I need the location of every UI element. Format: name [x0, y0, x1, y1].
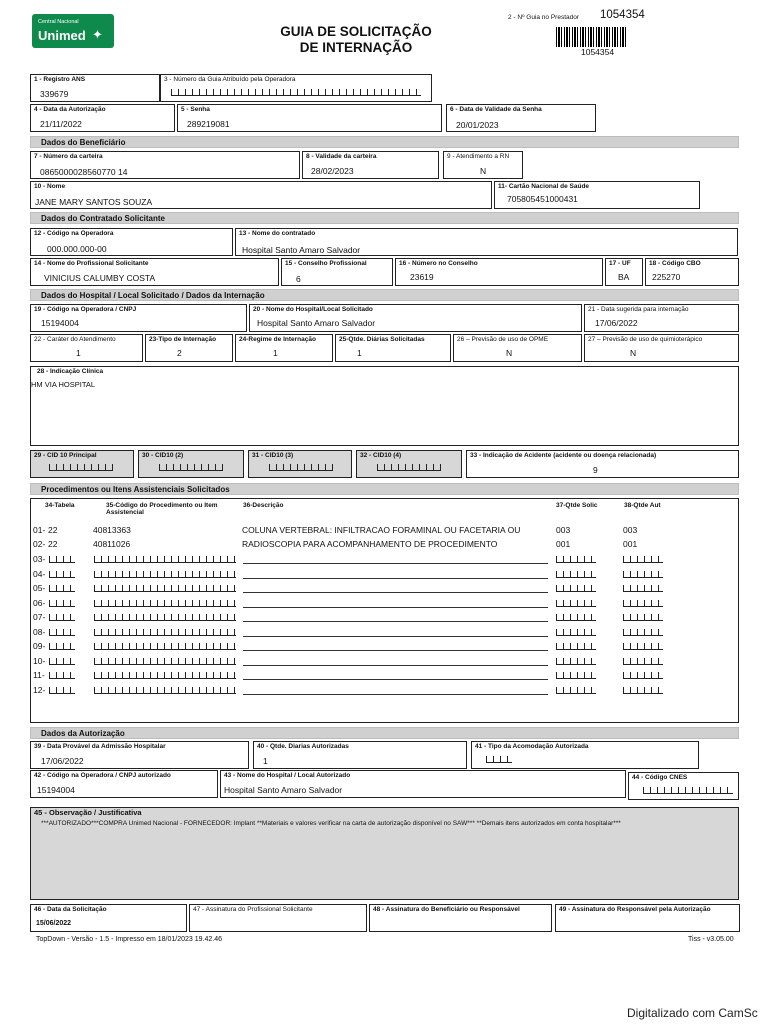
data-sugerida-value: 17/06/2022 — [595, 318, 638, 328]
assinatura-resp-label: 49 - Assinatura do Responsável pela Autorização — [559, 906, 711, 913]
quimio-value: N — [630, 348, 637, 358]
field-ticks — [94, 613, 236, 621]
regime-box — [235, 334, 333, 362]
tipo-internacao-label: 23-Tipo de Internação — [149, 336, 217, 343]
cbo-label: 18 - Código CBO — [649, 260, 701, 267]
description-line — [243, 694, 548, 695]
field-ticks — [94, 584, 236, 592]
barcode-number: 1054354 — [581, 47, 615, 57]
hospital-aut-value: Hospital Santo Amaro Salvador — [224, 785, 343, 795]
uf-label: 17 - UF — [609, 260, 631, 267]
carteira-value: 0865000028560770 14 — [40, 167, 128, 177]
registro-ans-value: 339679 — [40, 89, 69, 99]
cid3-label: 31 - CID10 (3) — [252, 452, 294, 459]
opme-box — [453, 334, 582, 362]
nome-hospital-value: Hospital Santo Amaro Salvador — [257, 318, 376, 328]
senha-value: 289219081 — [187, 119, 230, 129]
field-ticks — [556, 599, 596, 607]
unimed-mark-icon: ✦ — [92, 27, 103, 42]
data-sugerida-box — [584, 304, 739, 332]
nome-hospital-label: 20 - Nome do Hospital/Local Solicitado — [253, 306, 373, 313]
row-number: 04- — [33, 568, 46, 579]
row-number: 07- — [33, 612, 46, 622]
cid-principal-box — [30, 450, 134, 478]
nome-hospital-box — [249, 304, 582, 332]
description-line — [243, 650, 548, 651]
guia-prestador-label: 2 - Nº Guia no Prestador — [508, 14, 580, 21]
data-solicitacao-value: 15/06/2022 — [36, 920, 72, 927]
obs-box — [30, 807, 739, 900]
cid3-ticks — [269, 463, 333, 471]
obs-value: ***AUTORIZADO***COMPRA Unimed Nacional - FORNECEDOR: Implant **Materiais e valores verificar na carta de autorização disponível no SAW*** **Demais itens autorizados em conta hospitalar*** — [41, 820, 621, 827]
regime-value: 1 — [273, 348, 278, 358]
field-ticks — [94, 570, 236, 578]
field-ticks — [623, 657, 663, 665]
field-ticks — [49, 686, 75, 694]
cnpj-aut-box — [30, 770, 218, 798]
carteira-label: 7 - Número da carteira — [34, 153, 103, 160]
row-number: 05- — [33, 583, 46, 593]
description-line — [243, 679, 548, 680]
description-line — [243, 636, 548, 637]
cns-box — [494, 181, 700, 209]
description-line — [243, 621, 548, 622]
indicacao-value: HM VIA HOSPITAL — [31, 380, 96, 389]
data-sugerida-label: 21 - Data sugerida para internação — [588, 306, 689, 313]
diarias-label: 25-Qtde. Diárias Solicitadas — [339, 336, 425, 343]
cid2-label: 30 - CID10 (2) — [142, 452, 184, 459]
acomodacao-box — [471, 741, 699, 769]
field-ticks — [556, 671, 596, 679]
regime-label: 24-Regime de Internação — [239, 336, 316, 343]
row-number: 11- — [33, 670, 45, 680]
guia-operadora-box — [160, 74, 432, 102]
field-ticks — [94, 555, 236, 563]
cnpj-aut-value: 15194004 — [37, 785, 75, 795]
field-ticks — [556, 570, 596, 578]
nome-label: 10 - Nome — [34, 183, 66, 190]
cns-label: 11- Cartão Nacional de Saúde — [498, 183, 590, 190]
field-ticks — [556, 642, 596, 650]
quimio-box — [584, 334, 739, 362]
description-line — [243, 607, 548, 608]
cnes-label: 44 - Código CNES — [632, 774, 688, 781]
nome-box — [30, 181, 492, 209]
description-line — [243, 592, 548, 593]
field-ticks — [556, 584, 596, 592]
numero-conselho-label: 16 - Número no Conselho — [399, 260, 478, 267]
conselho-label: 15 - Conselho Profissional — [285, 260, 367, 267]
field-ticks — [94, 657, 236, 665]
profissional-box — [30, 258, 279, 286]
codigo-operadora-value: 000.000.000-00 — [47, 244, 107, 254]
opme-value: N — [506, 348, 513, 358]
nome-contratado-value: Hospital Santo Amaro Salvador — [242, 245, 361, 255]
row-number: 03- — [33, 554, 46, 564]
nome-contratado-box — [235, 228, 738, 256]
cbo-value: 225270 — [652, 272, 681, 282]
carater-value: 1 — [76, 348, 81, 358]
guia-operadora-ticks — [171, 88, 421, 96]
field-ticks — [49, 613, 75, 621]
validade-carteira-value: 28/02/2023 — [311, 166, 354, 176]
field-ticks — [623, 628, 663, 636]
validade-senha-value: 20/01/2023 — [456, 120, 499, 130]
cid4-label: 32 - CID10 (4) — [360, 452, 402, 459]
carater-box — [30, 334, 143, 362]
barcode — [556, 27, 626, 47]
profissional-label: 14 - Nome do Profissional Solicitante — [34, 260, 149, 267]
field-ticks — [49, 570, 75, 578]
registro-ans-box — [30, 74, 160, 102]
diarias-value: 1 — [357, 348, 362, 358]
field-ticks — [49, 642, 75, 650]
version-text: TopDown - Versão - 1.5 - Impresso em 18/01/2023 19.42.46 — [36, 936, 222, 943]
unimed-logo — [32, 14, 114, 48]
data-admissao-value: 17/06/2022 — [41, 756, 84, 766]
carteira-box — [30, 151, 300, 179]
validade-senha-label: 6 - Data de Validade da Senha — [450, 106, 542, 113]
hospital-aut-box — [220, 770, 626, 798]
field-ticks — [556, 628, 596, 636]
field-ticks — [49, 584, 75, 592]
validade-carteira-box — [302, 151, 439, 179]
hospital-aut-label: 43 - Nome do Hospital / Local Autorizado — [224, 772, 351, 779]
cbo-box — [645, 258, 739, 286]
logo-small-text: Central Nacional — [38, 19, 79, 25]
nome-value: JANE MARY SANTOS SOUZA — [35, 197, 153, 207]
tipo-internacao-value: 2 — [177, 348, 182, 358]
acidente-label: 33 - Indicação de Acidente (acidente ou doença relacionada) — [470, 452, 657, 459]
atendimento-rn-box — [443, 151, 523, 179]
data-solicitacao-box — [30, 904, 187, 932]
cid-principal-ticks — [49, 463, 113, 471]
data-admissao-box — [30, 741, 249, 769]
field-ticks — [49, 599, 75, 607]
quimio-label: 27 – Previsão de uso de quimioterápico — [588, 336, 703, 343]
section-autorizacao: Dados da Autorização — [30, 727, 739, 739]
diarias-aut-value: 1 — [263, 756, 268, 766]
field-ticks — [556, 613, 596, 621]
assinatura-prof-box — [189, 904, 367, 932]
nome-contratado-label: 13 - Nome do contratado — [239, 230, 316, 237]
cnpj-box — [30, 304, 247, 332]
field-ticks — [623, 671, 663, 679]
guia-operadora-label: 3 - Número da Guia Atribuído pela Operadora — [164, 76, 296, 83]
cid-principal-label: 29 - CID 10 Principal — [34, 452, 97, 459]
senha-box — [177, 104, 442, 132]
field-ticks — [623, 584, 663, 592]
cid2-ticks — [159, 463, 223, 471]
field-ticks — [556, 657, 596, 665]
section-contratado: Dados do Contratado Solicitante — [30, 212, 739, 224]
field-ticks — [623, 613, 663, 621]
field-ticks — [94, 671, 236, 679]
diarias-box — [335, 334, 451, 362]
codigo-operadora-box — [30, 228, 233, 256]
cid4-ticks — [377, 463, 441, 471]
field-ticks — [94, 686, 236, 694]
field-ticks — [556, 686, 596, 694]
profissional-value: VINICIUS CALUMBY COSTA — [44, 273, 156, 283]
validade-carteira-label: 8 - Validade da carteira — [306, 153, 377, 160]
field-ticks — [623, 642, 663, 650]
col-tabela: 34-Tabela — [45, 502, 75, 509]
diarias-aut-box — [253, 741, 467, 769]
data-admissao-label: 39 - Data Provável da Admissão Hospitalar — [34, 743, 166, 750]
field-ticks — [623, 686, 663, 694]
col-qtde-solic: 37-Qtde Solic — [556, 502, 598, 509]
assinatura-benef-box — [369, 904, 552, 932]
data-autorizacao-value: 21/11/2022 — [40, 119, 82, 129]
col-descricao: 36-Descrição — [243, 502, 284, 509]
field-ticks — [49, 671, 75, 679]
atendimento-rn-value: N — [480, 166, 487, 176]
registro-ans-label: 1 - Registro ANS — [34, 76, 86, 83]
acomodacao-ticks — [486, 755, 512, 763]
field-ticks — [94, 642, 236, 650]
description-line — [243, 578, 548, 579]
cid2-box — [138, 450, 244, 478]
col-codigo: 35-Código do Procedimento ou Item Assistencial — [106, 502, 218, 516]
cid4-box — [356, 450, 462, 478]
indicacao-label: 28 - Indicação Clínica — [37, 368, 104, 375]
atendimento-rn-label: 9 - Atendimento a RN — [447, 153, 510, 160]
cnpj-label: 19 - Código na Operadora / CNPJ — [34, 306, 137, 313]
page-title: GUIA DE SOLICITAÇÃO DE INTERNAÇÃO — [280, 24, 432, 55]
row-number: 10- — [33, 655, 46, 666]
data-autorizacao-box — [30, 104, 175, 132]
field-ticks — [49, 555, 75, 563]
acidente-value: 9 — [593, 465, 598, 475]
col-qtde-aut: 38-Qtde Aut — [624, 502, 661, 509]
carater-label: 22 - Caráter do Atendimento — [34, 336, 116, 343]
numero-conselho-box — [395, 258, 603, 286]
uf-value: BA — [618, 272, 630, 282]
field-ticks — [623, 570, 663, 578]
section-hospital: Dados do Hospital / Local Solicitado / Dados da Internação — [30, 289, 739, 301]
cns-value: 705805451000431 — [507, 194, 578, 204]
field-ticks — [49, 628, 75, 636]
assinatura-benef-label: 48 - Assinatura do Beneficiário ou Responsável — [373, 906, 520, 913]
field-ticks — [623, 555, 663, 563]
row-number: 12- — [33, 684, 46, 695]
row-number: 08- — [33, 626, 46, 637]
numero-conselho-value: 23619 — [410, 272, 434, 282]
acomodacao-label: 41 - Tipo da Acomodação Autorizada — [475, 743, 589, 750]
codigo-operadora-label: 12 - Código na Operadora — [34, 230, 114, 237]
row-number: 06- — [33, 597, 46, 608]
section-procedimentos: Procedimentos ou Itens Assistenciais Solicitados — [30, 483, 739, 495]
description-line — [243, 563, 548, 564]
cnpj-aut-label: 42 - Código na Operadora / CNPJ autorizado — [34, 772, 171, 779]
scanner-watermark: Digitalizado com CamSc — [627, 1006, 758, 1020]
field-ticks — [556, 555, 596, 563]
senha-label: 5 - Senha — [181, 106, 210, 113]
opme-label: 26 – Previsão de uso de OPME — [457, 336, 549, 343]
logo-text: Unimed — [38, 28, 86, 43]
cnpj-value: 15194004 — [41, 318, 79, 328]
tipo-internacao-box — [145, 334, 233, 362]
description-line — [243, 665, 548, 666]
field-ticks — [94, 628, 236, 636]
cnes-ticks — [643, 786, 733, 794]
cid3-box — [248, 450, 352, 478]
field-ticks — [94, 599, 236, 607]
row-number: 09- — [33, 641, 46, 651]
conselho-box — [281, 258, 393, 286]
data-autorizacao-label: 4 - Data da Autorização — [34, 106, 106, 113]
diarias-aut-label: 40 - Qtde. Diarias Autorizadas — [257, 743, 349, 750]
data-solicitacao-label: 46 - Data da Solicitação — [34, 906, 107, 913]
validade-senha-box — [446, 104, 596, 132]
field-ticks — [49, 657, 75, 665]
assinatura-prof-label: 47 - Assinatura do Profissional Solicitante — [193, 906, 313, 913]
uf-box — [605, 258, 643, 286]
indicacao-box — [30, 366, 739, 446]
guia-prestador-value: 1054354 — [600, 9, 645, 21]
section-beneficiario: Dados do Beneficiário — [30, 136, 739, 148]
acidente-box — [466, 450, 739, 478]
conselho-value: 6 — [296, 274, 301, 284]
cnes-box — [628, 772, 739, 800]
tiss-text: Tiss - v3.05.00 — [688, 936, 734, 943]
assinatura-resp-box — [555, 904, 740, 932]
obs-label: 45 - Observação / Justificativa — [34, 808, 142, 817]
field-ticks — [623, 599, 663, 607]
